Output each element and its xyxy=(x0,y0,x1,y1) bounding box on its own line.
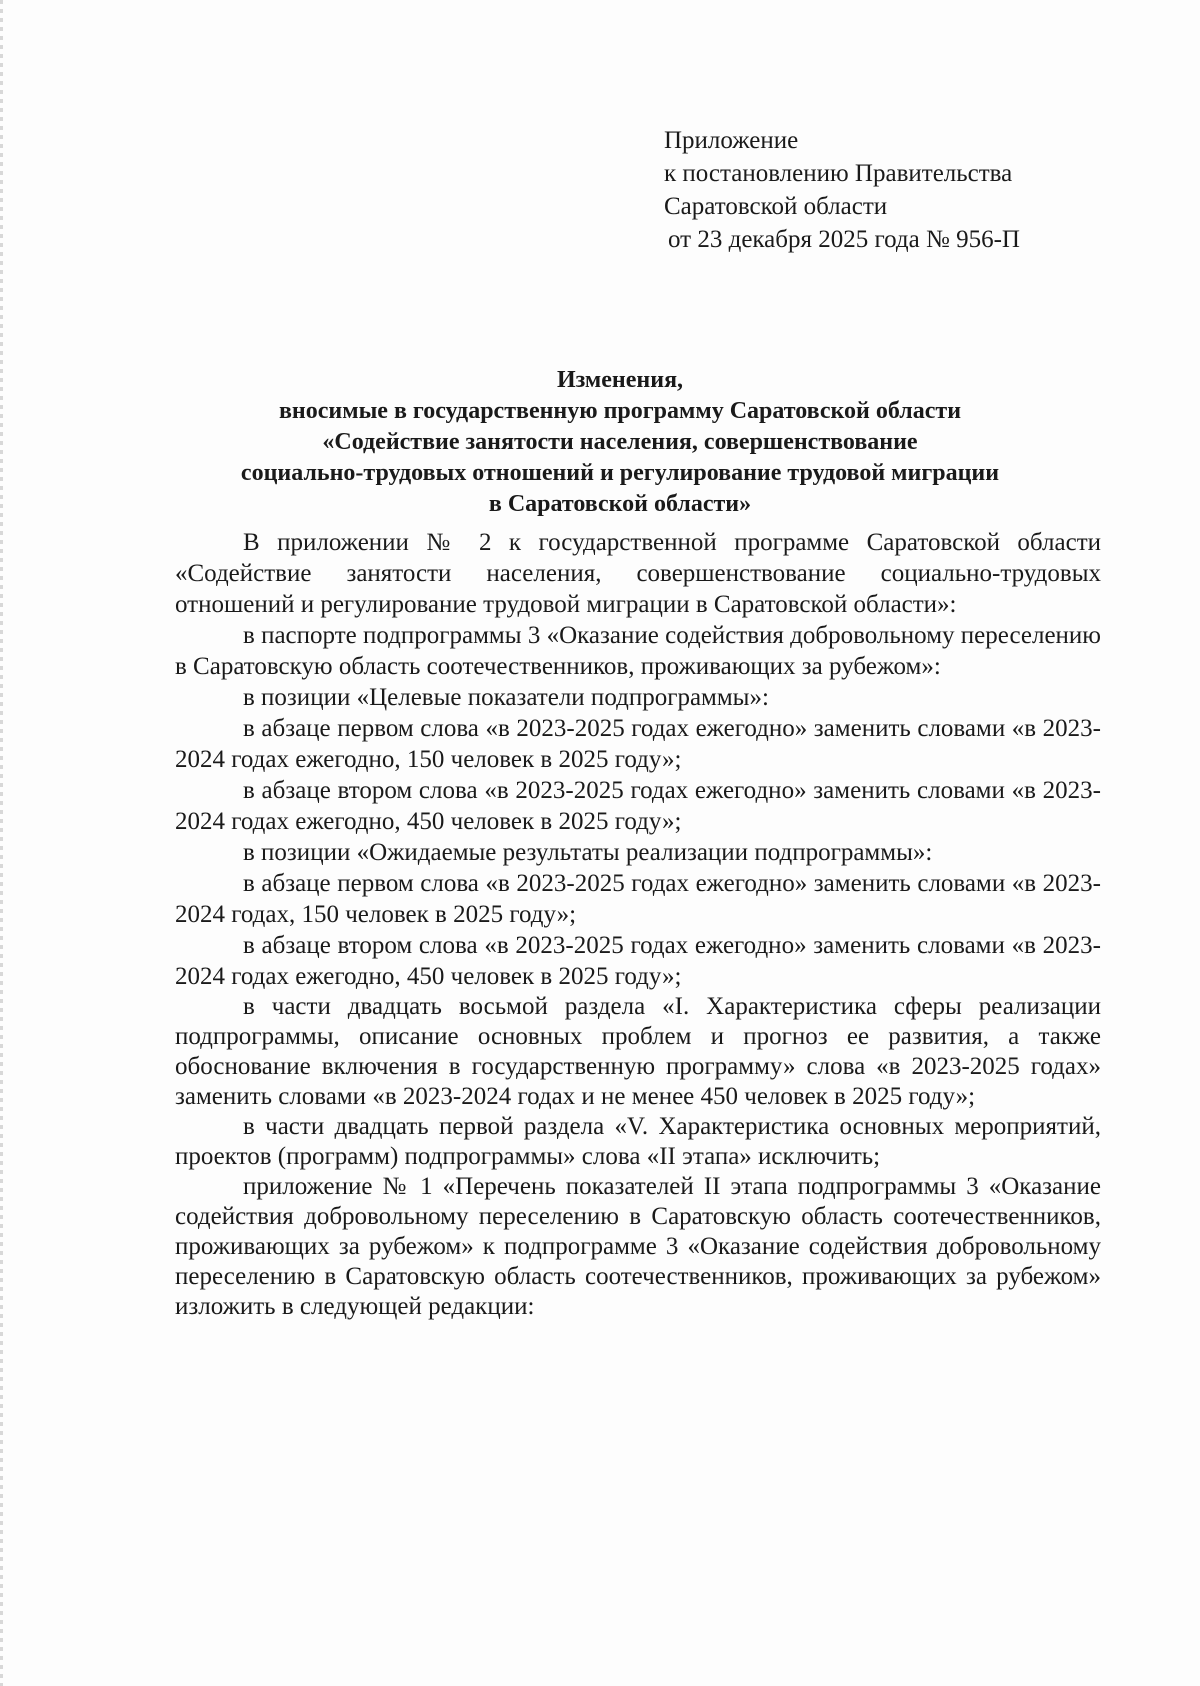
body-paragraph: в части двадцать первой раздела «V. Характеристика основных мероприятий, проектов (программ) подпрограммы» слова «II этапа» исключить; xyxy=(175,1113,1101,1170)
title-line: социально-трудовых отношений и регулирование трудовой миграции xyxy=(240,460,1000,486)
approval-line: к постановлению Правительства xyxy=(664,160,1013,187)
body-paragraph: приложение № 1 «Перечень показателей II этапа подпрограммы 3 «Оказание содействия добровольному переселению в Саратовскую область соотечественников, проживающих за рубежом» к подпрограмме 3 «Оказание содействия добровольному переселению в Саратовскую область соотечественников, проживающих за рубежом» изложить в следующей редакции: xyxy=(175,1173,1101,1320)
approval-line: Саратовской области xyxy=(664,193,888,220)
title-line: вносимые в государственную программу Саратовской области xyxy=(278,398,962,424)
body-paragraph: в абзаце первом слова «в 2023-2025 годах ежегодно» заменить словами «в 2023-2024 годах ежегодно, 150 человек в 2025 году»; xyxy=(175,715,1101,773)
body-paragraph: в абзаце втором слова «в 2023-2025 годах ежегодно» заменить словами «в 2023-2024 годах ежегодно, 450 человек в 2025 году»; xyxy=(175,932,1101,990)
body-paragraph: в паспорте подпрограммы 3 «Оказание содействия добровольному переселению в Саратовскую область соотечественников, проживающих за рубежом»: xyxy=(175,622,1101,680)
approval-stamp-block xyxy=(664,124,1020,256)
body-paragraph: в позиции «Ожидаемые результаты реализации подпрограммы»: xyxy=(243,839,933,866)
scan-edge xyxy=(0,0,3,1686)
title-line: «Содействие занятости населения, совершенствование xyxy=(322,429,918,455)
body-paragraph: в части двадцать восьмой раздела «I. Характеристика сферы реализации подпрограммы, описание основных проблем и прогноз ее развития, а также обоснование включения в государственную программу» слова «в 2023-2025 годах» заменить словами «в 2023-2024 годах и не менее 450 человек в 2025 году»; xyxy=(175,993,1101,1110)
approval-line: от 23 декабря 2025 года № 956-П xyxy=(668,226,1020,253)
body-paragraph: В приложении № 2 к государственной программе Саратовской области «Содействие занятости населения, совершенствование социально-трудовых отношений и регулирование трудовой миграции в Саратовской области»: xyxy=(175,529,1101,618)
document-title xyxy=(170,365,1070,520)
body-paragraph: в позиции «Целевые показатели подпрограммы»: xyxy=(243,684,769,711)
body-paragraph: в абзаце первом слова «в 2023-2025 годах ежегодно» заменить словами «в 2023-2024 годах, 150 человек в 2025 году»; xyxy=(175,870,1101,928)
document-body xyxy=(175,527,1101,1322)
title-line: Изменения, xyxy=(556,367,684,393)
approval-line: Приложение xyxy=(664,127,799,154)
body-paragraph: в абзаце втором слова «в 2023-2025 годах ежегодно» заменить словами «в 2023-2024 годах ежегодно, 450 человек в 2025 году»; xyxy=(175,777,1101,835)
title-line: в Саратовской области» xyxy=(488,491,752,517)
